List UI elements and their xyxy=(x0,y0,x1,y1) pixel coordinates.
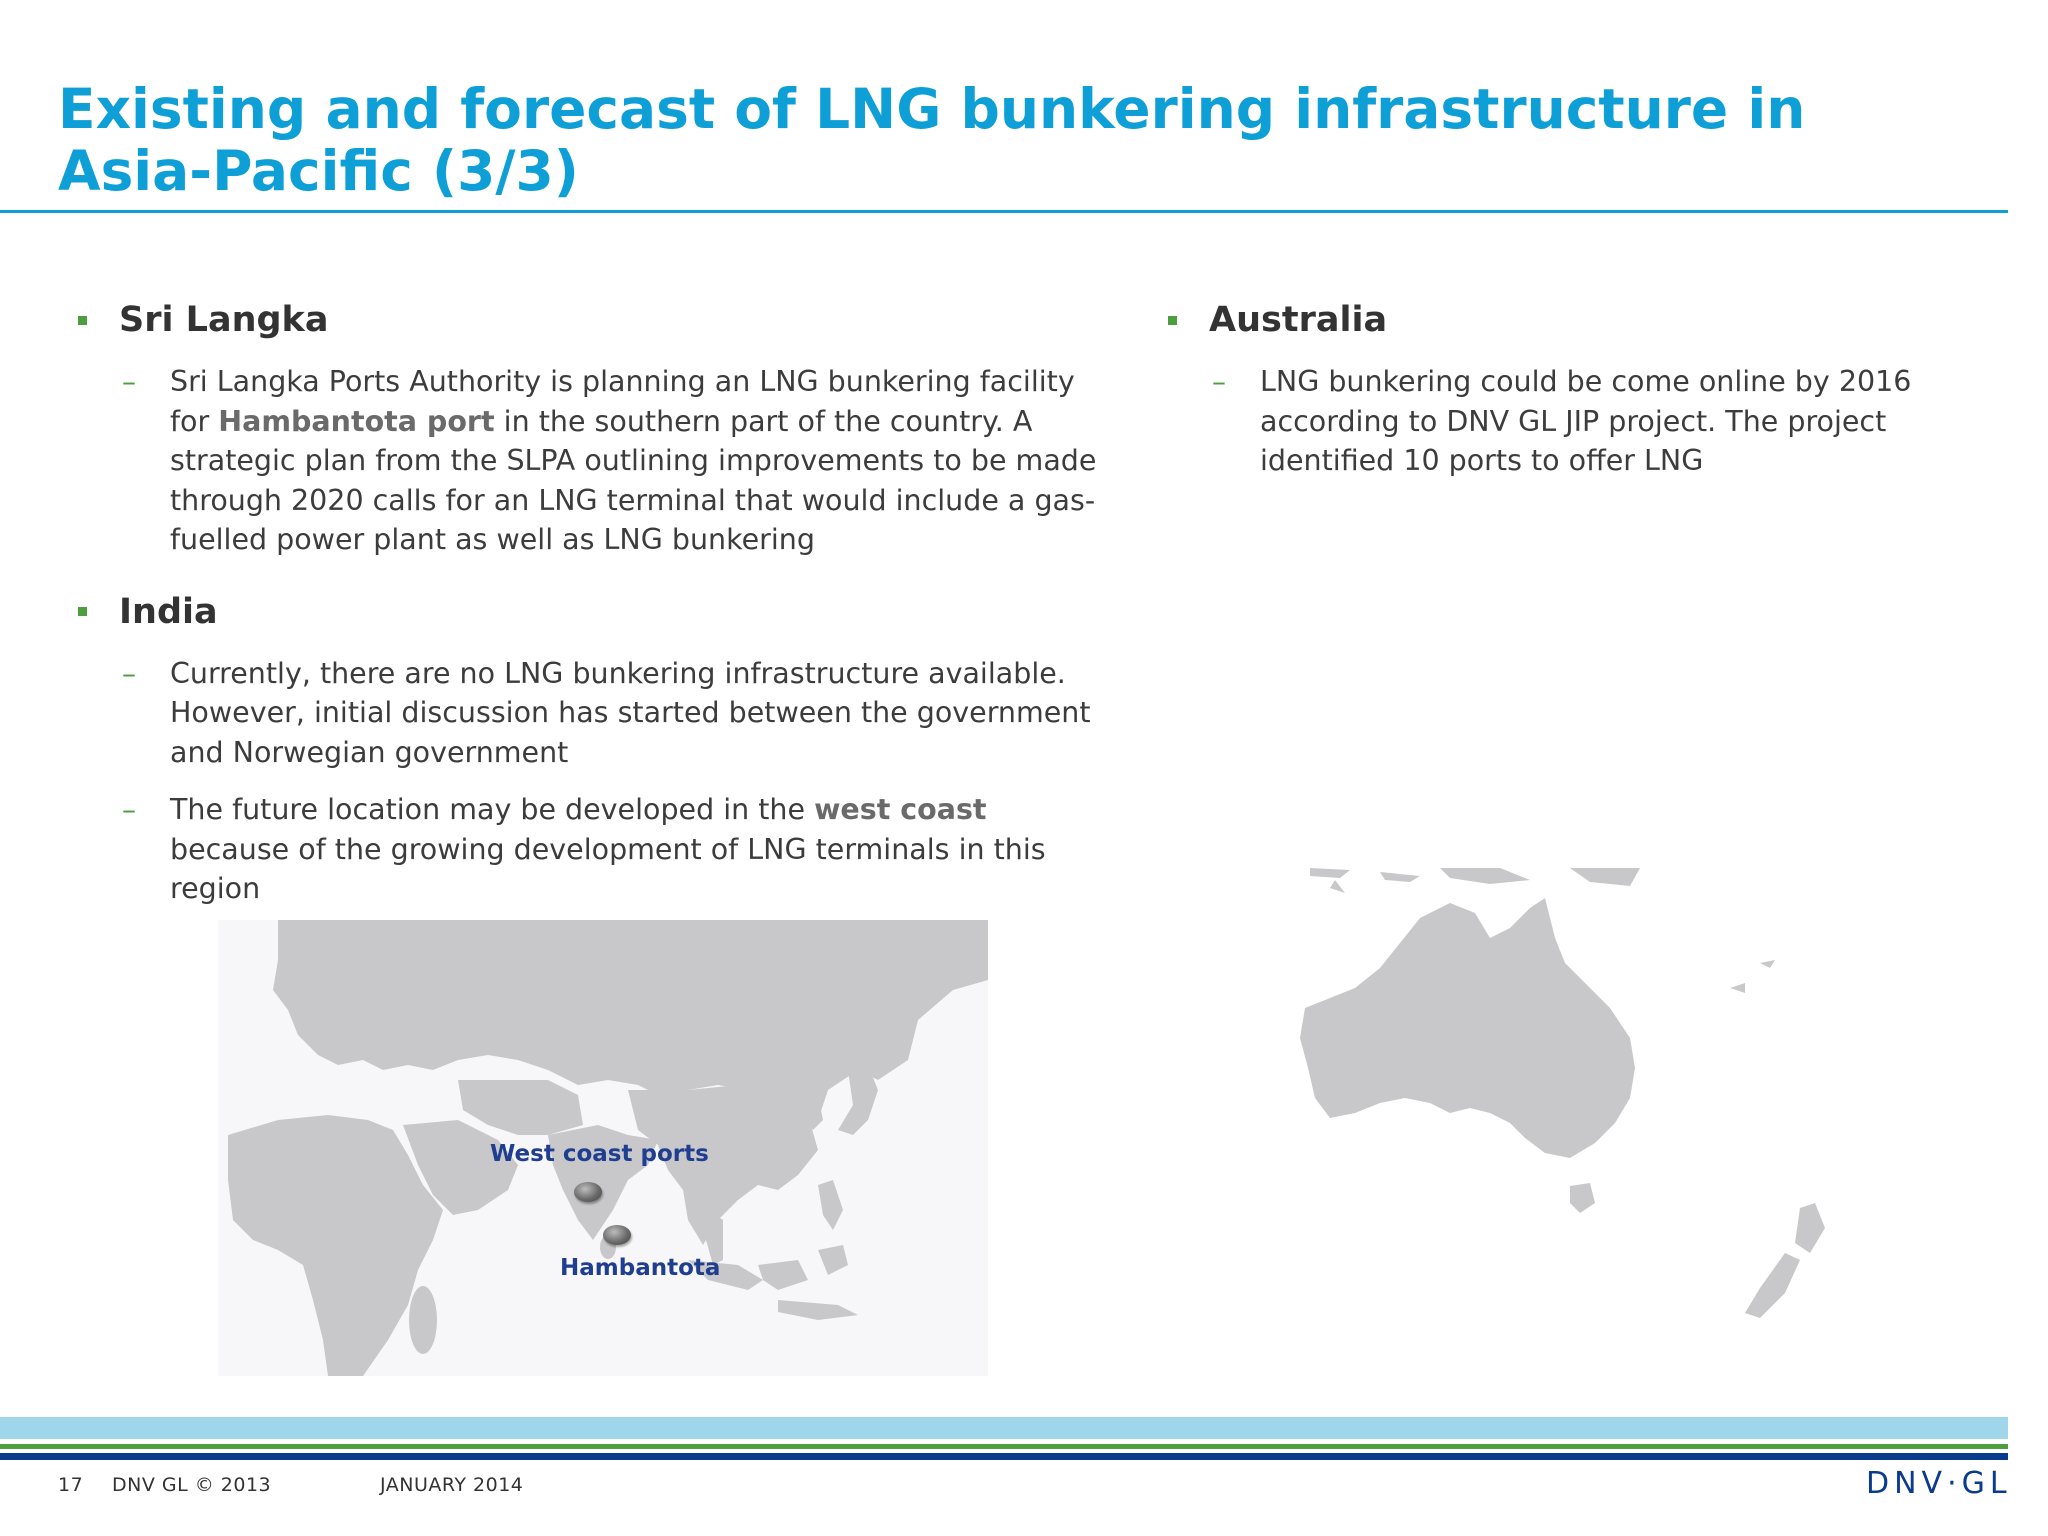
section-india xyxy=(78,590,1108,909)
slide-title: Existing and forecast of LNG bunkering infrastructure in Asia-Pacific (3/3) xyxy=(58,77,1806,203)
square-bullet-icon xyxy=(78,316,87,325)
dash-icon: – xyxy=(122,365,136,398)
bullet-heading xyxy=(78,298,1108,342)
title-divider xyxy=(0,210,2008,213)
sub-bullet xyxy=(1212,362,1988,481)
sub-bullet xyxy=(122,654,1108,773)
section-heading: India xyxy=(119,591,218,632)
west-coast-port-marker xyxy=(574,1182,602,1202)
dash-icon: – xyxy=(122,656,136,690)
page-number: 17 xyxy=(58,1474,84,1496)
footer-date: JANUARY 2014 xyxy=(380,1474,524,1496)
dash-icon: – xyxy=(122,793,136,826)
section-heading: Australia xyxy=(1209,300,1388,340)
dnv-gl-logo: DNV·GL xyxy=(1866,1466,2012,1501)
bullet-heading xyxy=(78,590,1108,634)
section-australia xyxy=(1168,298,1988,481)
footer-band-light xyxy=(0,1417,2008,1439)
footer-band-navy xyxy=(0,1453,2008,1460)
dash-icon: – xyxy=(1212,365,1226,398)
west-coast-ports-label: West coast ports xyxy=(490,1141,709,1167)
australia-map xyxy=(1290,868,1900,1338)
sub-bullet-text: LNG bunkering could be come online by 2016 according to DNV GL JIP project. The project identified 10 ports to offer LNG xyxy=(1260,365,1912,477)
sub-bullet-text: Currently, there are no LNG bunkering infrastructure available. However, initial discussion has started between the government and Norwegian government xyxy=(170,656,1091,769)
section-sri-langka xyxy=(78,298,1108,560)
sub-bullet xyxy=(122,362,1108,560)
section-heading: Sri Langka xyxy=(119,300,329,340)
left-column xyxy=(78,298,1108,927)
copyright: DNV GL © 2013 xyxy=(112,1474,272,1496)
square-bullet-icon xyxy=(78,607,87,616)
sub-bullet xyxy=(122,790,1108,909)
sub-bullet-text: The future location may be developed in the west coast because of the growing development of LNG terminals in this region xyxy=(170,793,1046,905)
hambantota-label: Hambantota xyxy=(560,1255,721,1281)
bullet-heading xyxy=(1168,298,1988,342)
hambantota-port-marker xyxy=(603,1225,631,1245)
square-bullet-icon xyxy=(1168,316,1177,325)
right-column xyxy=(1168,298,1988,499)
sub-bullet-text: Sri Langka Ports Authority is planning an LNG bunkering facility for Hambantota port in the southern part of the country. A strategic plan from the SLPA outlining improvements to be made through 2020 calls for an LNG terminal that would include a gas-fuelled power plant as well as LNG bunkering xyxy=(170,365,1097,556)
footer-band-green xyxy=(0,1444,2008,1449)
